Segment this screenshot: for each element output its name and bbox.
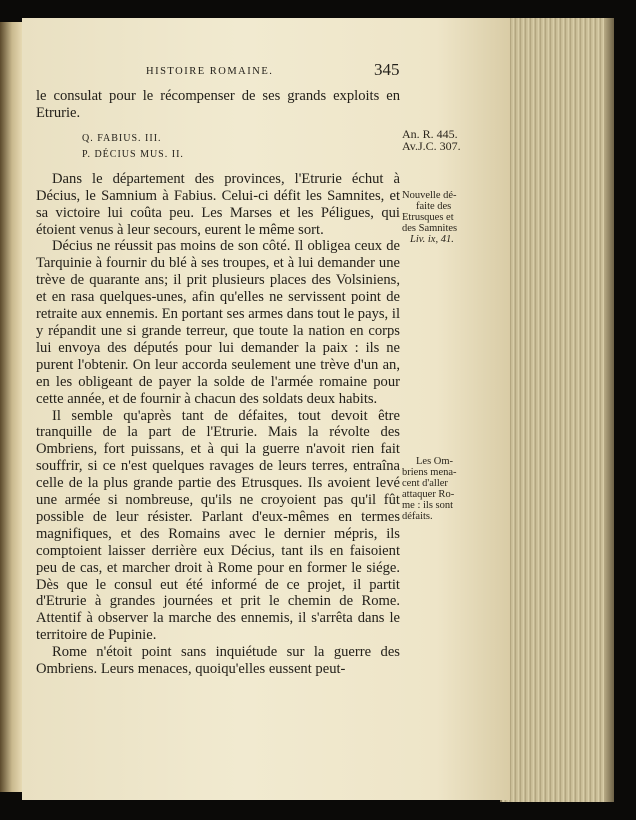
margin-note-line: attaquer Ro-	[402, 489, 455, 500]
margin-note-line: cent d'aller	[402, 478, 448, 489]
margin-note-line: Etrusques et	[402, 212, 454, 223]
page-number: 345	[374, 60, 400, 79]
margin-note-line: Nouvelle dé-	[402, 190, 457, 201]
margin-note-line: briens mena-	[402, 467, 457, 478]
book-page	[22, 18, 510, 800]
consul-decius: P. DÉCIUS MUS. II.	[82, 148, 184, 160]
margin-note-line: faite des	[416, 201, 452, 212]
year-note	[402, 128, 461, 152]
margin-note-line: me : ils sont	[402, 500, 454, 511]
paragraph-3: Il semble qu'après tant de défaites, tout devoit être tranquille de la part de l'Etrurie. Mais la révolte des Ombriens, fort puissans, et à qui la guerre n'avoit rien fait souffrir, si ce n'est quelques ravages de leurs terres, entraîna celle de la plus grande partie des Etrusques. Ils avoient levé une armée si nombreuse, qu'ils ne croyoient pas qu'il fût possible de leur résister. Parlant d'eux-mêmes en termes magnifiques, et des Romains avec le dernier mépris, ils comptoient laisser derrière eux Décius, tant ils en faisoient peu de cas, et marcher droit à Rome pour en former le siége. Dès que le consul eut été informé de ce projet, il partit d'Etrurie à grandes journées et prit le chemin de Rome. Attentif à observer la marche des ennemis, il s'arrêta dans le territoire de Pupinie.	[36, 407, 400, 644]
paragraph-1: Dans le département des provinces, l'Etrurie échut à Décius, le Samnium à Fabius. Celui-ci défit les Samnites, et sa victoire lui coûta peu. Les Marses et les Péligues, qui étoient venus à leur secours, eurent le même sort.	[36, 170, 400, 238]
previous-page-edge	[0, 22, 22, 792]
consul-fabius: Q. FABIUS. III.	[82, 132, 162, 144]
paragraph-2: Décius ne réussit pas moins de son côté. Il obligea ceux de Tarquinie à fournir du blé à ses troupes, et à lui demander une trève de quarante ans; il prit plusieurs places des Volsiniens, et en rasa quelques-unes, afin qu'elles ne servissent point de retraite aux ennemis. En portant ses armes dans tout le pays, il y répandit une si grande terreur, que toute la nation en corps lui envoya des députés pour lui demander la paix : ils ne purent l'obtenir. On leur accorda seulement une trève d'un an, en les obligeant de payer la solde de l'armée romaine pour cette année, et de fournir à chacun des soldats deux habits.	[36, 238, 400, 407]
year-note-bc: Av.J.C. 307.	[402, 139, 461, 153]
year-note-rome: An. R. 445.	[402, 127, 458, 141]
consuls-block	[82, 131, 400, 163]
margin-note-defeat	[402, 190, 457, 245]
margin-note-line: Les Om-	[416, 456, 454, 467]
paragraph-4: Rome n'étoit point sans inquiétude sur la guerre des Ombriens. Leurs menaces, quoiqu'elles eussent peut-	[36, 644, 400, 678]
main-text	[36, 88, 400, 678]
margin-note-ombrians	[402, 456, 457, 522]
running-head: HISTOIRE ROMAINE.	[146, 66, 274, 77]
page-edges-stack	[500, 18, 614, 802]
margin-note-line: des Samnites	[402, 223, 458, 234]
margin-note-line: défaits.	[402, 511, 433, 522]
margin-note-line: Liv. ix, 41.	[410, 234, 454, 245]
opening-text: le consulat pour le récompenser de ses grands exploits en Etrurie.	[36, 88, 400, 121]
